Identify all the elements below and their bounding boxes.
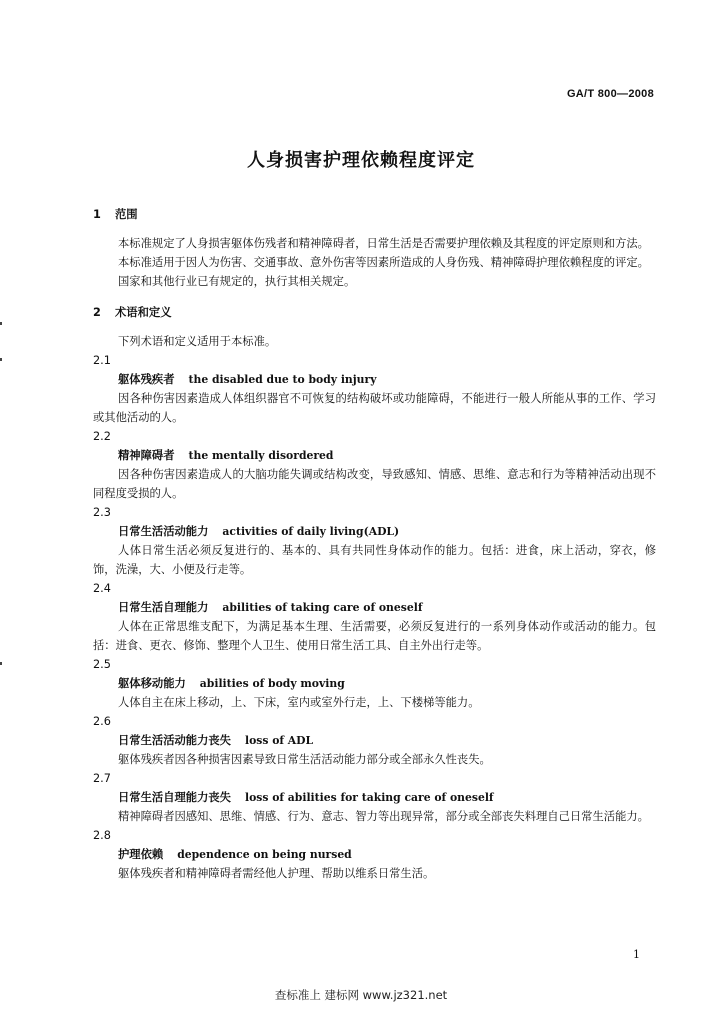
term-definition: 因各种伤害因素造成人的大脑功能失调或结构改变，导致感知、情感、思维、意志和行为等精神活动出现不同程度受损的人。 — [93, 468, 656, 500]
term-definition: 精神障碍者因感知、思维、情感、行为、意志、智力等出现异常，部分或全部丧失料理自己日常生活能力。 — [118, 810, 649, 823]
term-line — [93, 598, 656, 617]
paragraph: 国家和其他行业已有规定的，执行其相关规定。 — [118, 275, 356, 288]
clause-number: 2.2 — [93, 430, 111, 443]
term-line — [93, 446, 656, 465]
section-heading — [93, 205, 656, 224]
paragraph: 本标准规定了人身损害躯体伤残者和精神障碍者，日常生活是否需要护理依赖及其程度的评定原则和方法。 — [118, 237, 649, 250]
term-definition: 躯体残疾者因各种损害因素导致日常生活活动能力部分或全部永久性丧失。 — [118, 753, 491, 766]
term-line — [93, 370, 656, 389]
clause-number: 2.8 — [93, 829, 111, 842]
clause-number: 2.1 — [93, 354, 111, 367]
term-en: loss of ADL — [244, 734, 314, 747]
term-zh: 精神障碍者 — [118, 449, 175, 462]
clause-number: 2.5 — [93, 658, 111, 671]
term-definition: 人体自主在床上移动，上、下床，室内或室外行走，上、下楼梯等能力。 — [118, 696, 480, 709]
watermark-text: 查标准上 建标网 www.jz321.net — [274, 988, 448, 1002]
term-definition: 因各种伤害因素造成人体组织器官不可恢复的结构破坏或功能障碍，不能进行一般人所能从事的工作、学习或其他活动的人。 — [93, 392, 656, 424]
clause-number: 2.7 — [93, 772, 111, 785]
scan-edge-mark — [0, 322, 2, 325]
term-en: dependence on being nursed — [177, 848, 352, 861]
term-en: abilities of body moving — [199, 677, 345, 690]
standard-code: GA/T 800—2008 — [566, 88, 654, 100]
term-zh: 护理依赖 — [118, 848, 164, 861]
term-en: the mentally disordered — [188, 449, 334, 462]
clause — [93, 427, 656, 503]
clause — [93, 351, 656, 427]
clause — [93, 503, 656, 579]
clause — [93, 712, 656, 769]
term-zh: 日常生活自理能力丧失 — [118, 791, 231, 804]
section-title: 术语和定义 — [115, 306, 172, 319]
term-en: activities of daily living(ADL) — [222, 525, 400, 538]
term-definition: 人体在正常思维支配下，为满足基本生理、生活需要，必须反复进行的一系列身体动作或活动的能力。包括：进食、更衣、修饰、整理个人卫生、使用日常生活工具、自主外出行走等。 — [93, 620, 656, 652]
term-zh: 日常生活活动能力 — [118, 525, 209, 538]
term-zh: 日常生活活动能力丧失 — [118, 734, 231, 747]
section-heading — [93, 303, 656, 322]
term-line — [93, 731, 656, 750]
section-number: 2 — [93, 306, 101, 319]
clause-number: 2.6 — [93, 715, 111, 728]
paragraph: 本标准适用于因人为伤害、交通事故、意外伤害等因素所造成的人身伤残、精神障碍护理依赖程度的评定。 — [118, 256, 649, 269]
term-line — [93, 674, 656, 693]
term-zh: 躯体移动能力 — [118, 677, 186, 690]
clause — [93, 655, 656, 712]
scan-edge-mark — [0, 662, 2, 665]
term-definition: 躯体残疾者和精神障碍者需经他人护理、帮助以维系日常生活。 — [118, 867, 435, 880]
term-line — [93, 845, 656, 864]
clause-number: 2.3 — [93, 506, 111, 519]
clause — [93, 579, 656, 655]
section-title: 范围 — [115, 208, 138, 221]
clause-number: 2.4 — [93, 582, 111, 595]
term-line — [93, 788, 656, 807]
scan-edge-mark — [0, 358, 2, 361]
term-en: loss of abilities for taking care of oneself — [244, 791, 494, 804]
document-body — [93, 205, 656, 883]
clause — [93, 826, 656, 883]
document-title: 人身损害护理依赖程度评定 — [247, 150, 475, 171]
term-en: the disabled due to body injury — [188, 373, 377, 386]
clause — [93, 769, 656, 826]
page-number: 1 — [633, 948, 640, 961]
term-en: abilities of taking care of oneself — [222, 601, 423, 614]
term-zh: 躯体残疾者 — [118, 373, 175, 386]
term-line — [93, 522, 656, 541]
section-intro: 下列术语和定义适用于本标准。 — [118, 335, 277, 348]
section-number: 1 — [93, 208, 101, 221]
term-definition: 人体日常生活必须反复进行的、基本的、具有共同性身体动作的能力。包括：进食，床上活动，穿衣，修饰，洗澡，大、小便及行走等。 — [93, 544, 656, 576]
term-zh: 日常生活自理能力 — [118, 601, 209, 614]
